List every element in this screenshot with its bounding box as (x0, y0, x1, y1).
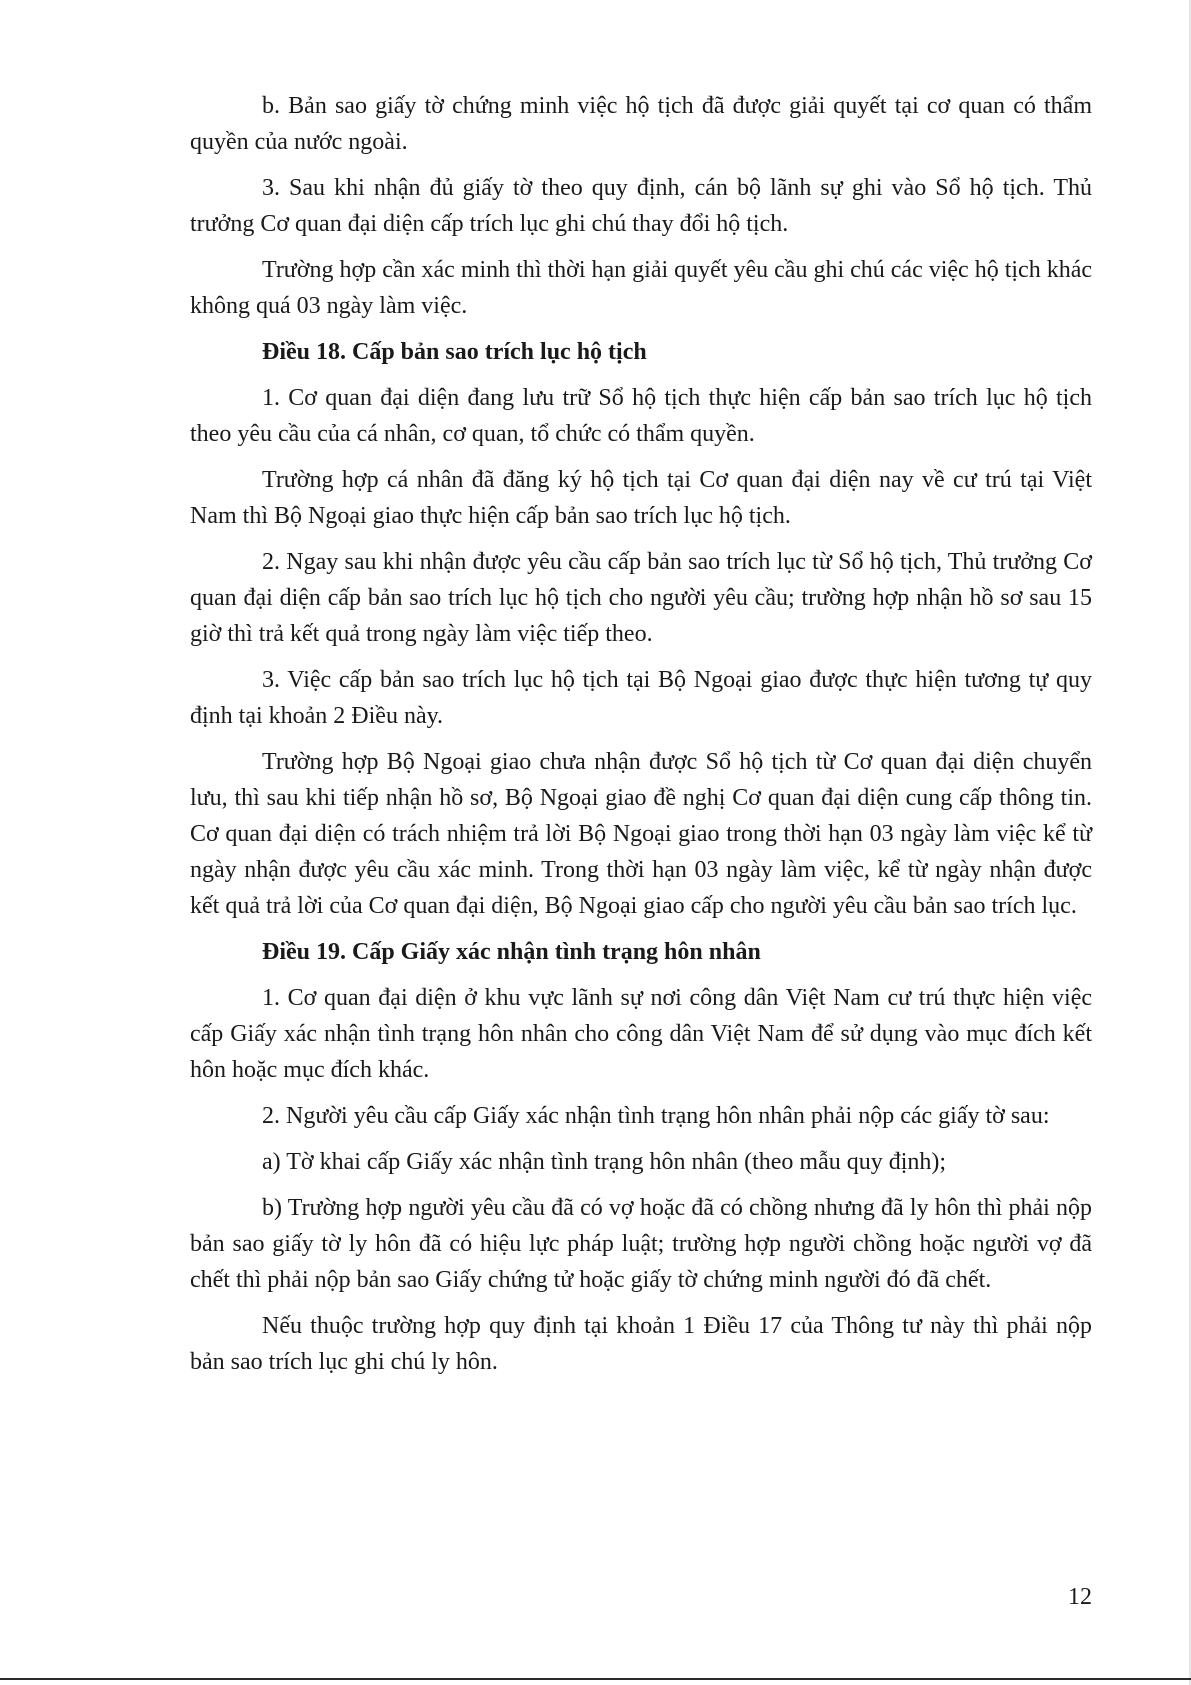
paragraph: 1. Cơ quan đại diện đang lưu trữ Sổ hộ tịch thực hiện cấp bản sao trích lục hộ tịch theo yêu cầu của cá nhân, cơ quan, tổ chức có thẩm quyền. (190, 385, 1092, 447)
paragraph: b. Bản sao giấy tờ chứng minh việc hộ tịch đã được giải quyết tại cơ quan có thẩm quyền của nước ngoài. (190, 93, 1092, 155)
scan-bottom-line (0, 1678, 1191, 1680)
paragraph: 2. Ngay sau khi nhận được yêu cầu cấp bản sao trích lục từ Sổ hộ tịch, Thủ trưởng Cơ quan đại diện cấp bản sao trích lục hộ tịch cho người yêu cầu; trường hợp nhận hồ sơ sau 15 giờ thì trả kết quả trong ngày làm việc tiếp theo. (190, 549, 1092, 647)
paragraph: 3. Việc cấp bản sao trích lục hộ tịch tại Bộ Ngoại giao được thực hiện tương tự quy định tại khoản 2 Điều này. (190, 667, 1092, 729)
paragraph: Nếu thuộc trường hợp quy định tại khoản 1 Điều 17 của Thông tư này thì phải nộp bản sao trích lục ghi chú ly hôn. (190, 1313, 1092, 1375)
paragraph: 1. Cơ quan đại diện ở khu vực lãnh sự nơi công dân Việt Nam cư trú thực hiện việc cấp Giấy xác nhận tình trạng hôn nhân cho công dân Việt Nam để sử dụng vào mục đích kết hôn hoặc mục đích khác. (190, 985, 1092, 1083)
page-number: 12 (1068, 1584, 1092, 1610)
document-body (190, 88, 1092, 1390)
article-heading-18: Điều 18. Cấp bản sao trích lục hộ tịch (262, 339, 647, 365)
paragraph: 3. Sau khi nhận đủ giấy tờ theo quy định, cán bộ lãnh sự ghi vào Sổ hộ tịch. Thủ trưởng Cơ quan đại diện cấp trích lục ghi chú thay đổi hộ tịch. (190, 175, 1092, 237)
paragraph: Trường hợp Bộ Ngoại giao chưa nhận được Sổ hộ tịch từ Cơ quan đại diện chuyển lưu, thì sau khi tiếp nhận hồ sơ, Bộ Ngoại giao đề nghị Cơ quan đại diện cung cấp thông tin. Cơ quan đại diện có trách nhiệm trả lời Bộ Ngoại giao trong thời hạn 03 ngày làm việc kể từ ngày nhận được yêu cầu xác minh. Trong thời hạn 03 ngày làm việc, kể từ ngày nhận được kết quả trả lời của Cơ quan đại diện, Bộ Ngoại giao cấp cho người yêu cầu bản sao trích lục. (190, 749, 1092, 919)
paragraph: Trường hợp cá nhân đã đăng ký hộ tịch tại Cơ quan đại diện nay về cư trú tại Việt Nam thì Bộ Ngoại giao thực hiện cấp bản sao trích lục hộ tịch. (190, 467, 1092, 529)
paragraph: b) Trường hợp người yêu cầu đã có vợ hoặc đã có chồng nhưng đã ly hôn thì phải nộp bản sao giấy tờ ly hôn đã có hiệu lực pháp luật; trường hợp người chồng hoặc người vợ đã chết thì phải nộp bản sao Giấy chứng tử hoặc giấy tờ chứng minh người đó đã chết. (190, 1195, 1092, 1293)
paragraph: Trường hợp cần xác minh thì thời hạn giải quyết yêu cầu ghi chú các việc hộ tịch khác không quá 03 ngày làm việc. (190, 257, 1092, 319)
paragraph: 2. Người yêu cầu cấp Giấy xác nhận tình trạng hôn nhân phải nộp các giấy tờ sau: (262, 1103, 1050, 1129)
article-heading-19: Điều 19. Cấp Giấy xác nhận tình trạng hôn nhân (262, 939, 761, 965)
paragraph: a) Tờ khai cấp Giấy xác nhận tình trạng hôn nhân (theo mẫu quy định); (262, 1149, 947, 1175)
